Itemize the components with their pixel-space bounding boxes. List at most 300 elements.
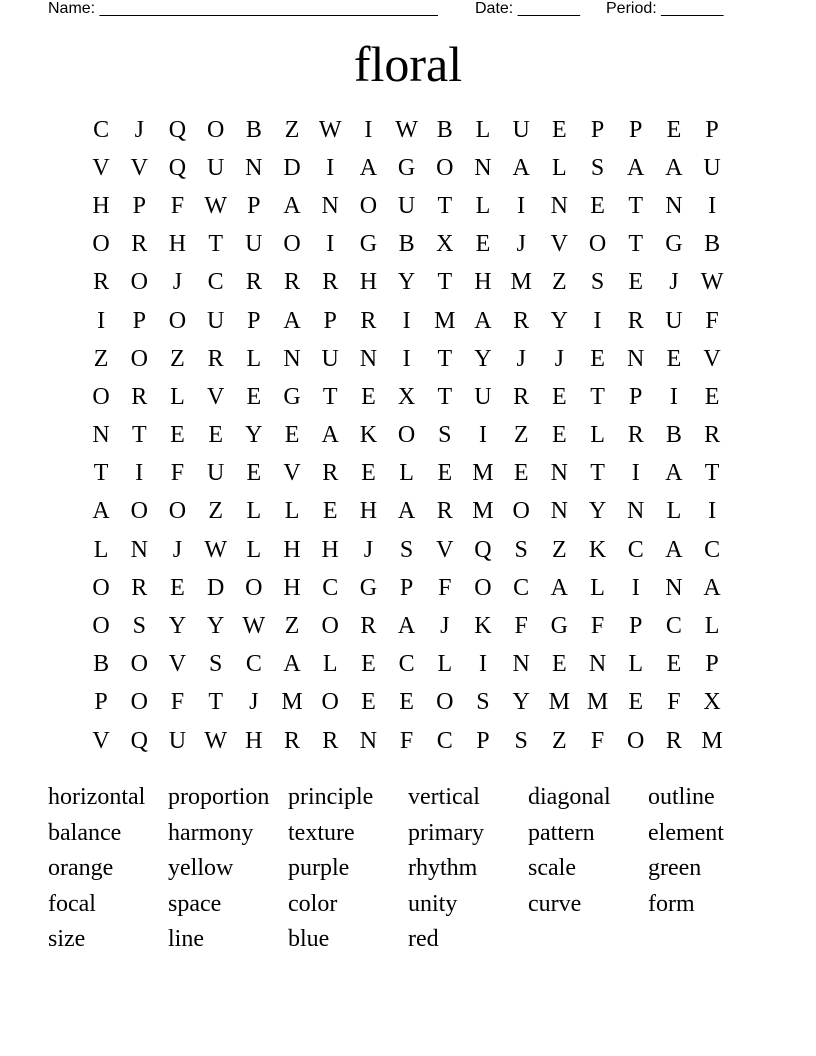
grid-letter: L xyxy=(437,651,453,678)
grid-letter: L xyxy=(322,651,338,678)
grid-letter: W xyxy=(204,727,227,754)
worksheet-header xyxy=(48,0,748,20)
grid-letter: T xyxy=(704,460,720,487)
grid-letter: A xyxy=(474,307,492,334)
grid-letter: M xyxy=(586,689,609,716)
grid-letter: U xyxy=(168,727,187,754)
grid-letter: H xyxy=(92,192,110,219)
grid-letter: E xyxy=(513,460,529,487)
grid-letter: J xyxy=(249,689,259,716)
grid-letter: L xyxy=(93,536,109,563)
grid-letter: O xyxy=(130,345,148,372)
grid-letter: R xyxy=(360,307,377,334)
grid-letter: M xyxy=(472,460,494,487)
grid-letter: T xyxy=(437,192,453,219)
grid-letter: C xyxy=(704,536,721,563)
grid-letter: E xyxy=(666,651,682,678)
grid-letter: E xyxy=(170,574,185,601)
period-field-label: Period: _______ xyxy=(606,0,724,17)
grid-letter: P xyxy=(132,192,146,219)
grid-letter: U xyxy=(206,154,225,181)
grid-letter: O xyxy=(321,689,339,716)
grid-letter: O xyxy=(359,192,378,219)
grid-letter: O xyxy=(130,689,148,716)
grid-letter: L xyxy=(246,345,262,372)
word-list-item: blue xyxy=(288,926,330,953)
grid-letter: E xyxy=(552,422,567,449)
grid-letter: O xyxy=(627,727,645,754)
grid-letter: T xyxy=(208,231,223,258)
grid-letter: X xyxy=(436,231,454,258)
grid-letter: A xyxy=(550,574,569,601)
grid-letter: O xyxy=(92,574,110,601)
word-list-item: form xyxy=(648,890,695,917)
grid-letter: G xyxy=(359,231,378,258)
grid-letter: E xyxy=(437,460,453,487)
grid-letter: E xyxy=(284,422,300,449)
grid-letter: Z xyxy=(513,422,529,449)
grid-letter: R xyxy=(436,498,453,525)
grid-letter: L xyxy=(475,192,491,219)
grid-letter: I xyxy=(593,307,602,334)
grid-letter: E xyxy=(399,689,414,716)
grid-letter: L xyxy=(284,498,300,525)
grid-letter: K xyxy=(474,613,492,640)
grid-letter: W xyxy=(242,613,266,640)
grid-letter: R xyxy=(513,383,530,410)
grid-letter: B xyxy=(436,116,453,143)
grid-letter: E xyxy=(590,192,605,219)
word-list-item: primary xyxy=(408,819,484,846)
grid-letter: R xyxy=(284,727,301,754)
grid-letter: H xyxy=(168,231,187,258)
grid-letter: U xyxy=(512,116,530,143)
grid-letter: F xyxy=(170,192,185,219)
grid-letter: L xyxy=(246,536,262,563)
grid-letter: O xyxy=(321,613,339,640)
grid-letter: M xyxy=(510,269,532,296)
grid-letter: O xyxy=(397,422,416,449)
grid-letter: O xyxy=(588,231,607,258)
grid-letter: M xyxy=(472,498,494,525)
grid-letter: T xyxy=(628,192,644,219)
grid-letter: E xyxy=(361,383,376,410)
grid-letter: O xyxy=(130,498,148,525)
grid-letter: O xyxy=(130,651,148,678)
grid-letter: Q xyxy=(168,154,187,181)
word-list-item: texture xyxy=(288,819,355,846)
grid-letter: H xyxy=(359,498,378,525)
grid-letter: A xyxy=(665,536,683,563)
grid-letter: R xyxy=(131,574,148,601)
word-list-item: harmony xyxy=(168,819,254,846)
grid-letter: H xyxy=(359,269,378,296)
grid-letter: R xyxy=(131,231,148,258)
grid-letter: B xyxy=(93,651,110,678)
grid-letter: C xyxy=(93,116,110,143)
grid-letter: I xyxy=(631,460,640,487)
grid-letter: H xyxy=(474,269,492,296)
grid-letter: T xyxy=(208,689,223,716)
grid-letter: T xyxy=(437,269,453,296)
grid-letter: Y xyxy=(245,422,263,449)
grid-letter: Y xyxy=(588,498,607,525)
grid-letter: O xyxy=(474,574,492,601)
grid-letter: C xyxy=(322,574,339,601)
word-list-item: proportion xyxy=(168,784,270,810)
grid-letter: L xyxy=(704,613,720,640)
date-field-label: Date: _______ xyxy=(475,0,580,17)
grid-letter: Q xyxy=(168,116,187,143)
grid-letter: R xyxy=(513,307,530,334)
grid-letter: N xyxy=(665,574,683,601)
grid-letter: F xyxy=(170,460,185,487)
word-list-item: yellow xyxy=(168,855,234,882)
grid-letter: C xyxy=(207,269,224,296)
grid-letter: A xyxy=(397,613,416,640)
grid-letter: L xyxy=(399,460,414,487)
grid-letter: N xyxy=(92,422,110,449)
grid-letter: K xyxy=(588,536,607,563)
grid-letter: T xyxy=(93,460,109,487)
grid-letter: E xyxy=(666,345,682,372)
grid-letter: C xyxy=(513,574,530,601)
grid-letter: B xyxy=(245,116,262,143)
grid-letter: S xyxy=(208,651,223,678)
grid-letter: A xyxy=(665,154,683,181)
grid-letter: J xyxy=(516,345,526,372)
grid-letter: D xyxy=(283,154,301,181)
grid-letter: E xyxy=(628,269,644,296)
grid-letter: T xyxy=(437,345,453,372)
word-list-item: horizontal xyxy=(48,784,146,810)
grid-letter: P xyxy=(590,116,605,143)
word-list-item: element xyxy=(648,819,724,846)
grid-letter: R xyxy=(627,307,644,334)
word-list-item: vertical xyxy=(408,784,480,810)
grid-letter: Z xyxy=(208,498,223,525)
grid-letter: P xyxy=(94,689,108,716)
grid-letter: O xyxy=(206,116,225,143)
letter-grid xyxy=(82,111,734,760)
grid-letter: N xyxy=(627,345,645,372)
grid-letter: C xyxy=(665,613,682,640)
grid-letter: R xyxy=(245,269,262,296)
word-list xyxy=(48,780,768,958)
grid-letter: C xyxy=(436,727,453,754)
grid-letter: E xyxy=(552,116,567,143)
grid-letter: R xyxy=(131,383,148,410)
grid-letter: I xyxy=(669,383,678,410)
grid-letter: Z xyxy=(284,613,300,640)
grid-letter: U xyxy=(397,192,416,219)
grid-letter: A xyxy=(397,498,416,525)
grid-letter: G xyxy=(665,231,683,258)
grid-letter: I xyxy=(402,307,411,334)
grid-letter: N xyxy=(512,651,530,678)
name-field-label: Name: ______________________________________ xyxy=(48,0,438,17)
grid-letter: J xyxy=(134,116,144,143)
grid-letter: J xyxy=(669,269,679,296)
grid-letter: Z xyxy=(170,345,185,372)
word-list-item: pattern xyxy=(528,819,595,846)
word-list-item: curve xyxy=(528,890,582,917)
grid-letter: U xyxy=(245,231,263,258)
grid-letter: X xyxy=(397,383,416,410)
grid-letter: Q xyxy=(130,727,148,754)
grid-letter: N xyxy=(321,192,339,219)
grid-letter: U xyxy=(321,345,339,372)
grid-letter: E xyxy=(590,345,605,372)
grid-letter: F xyxy=(399,727,414,754)
grid-letter: Z xyxy=(284,116,300,143)
word-list-item: line xyxy=(168,926,204,953)
grid-letter: S xyxy=(132,613,146,640)
grid-letter: N xyxy=(245,154,263,181)
grid-letter: R xyxy=(322,460,339,487)
word-list-item: outline xyxy=(648,784,715,810)
grid-letter: R xyxy=(93,269,110,296)
grid-letter: R xyxy=(360,613,377,640)
grid-letter: U xyxy=(206,460,225,487)
grid-letter: E xyxy=(361,651,376,678)
grid-letter: S xyxy=(476,689,490,716)
grid-letter: Y xyxy=(206,613,225,640)
grid-letter: Q xyxy=(474,536,492,563)
grid-letter: N xyxy=(627,498,645,525)
word-list-item: purple xyxy=(288,855,350,882)
grid-letter: V xyxy=(168,651,187,678)
grid-letter: A xyxy=(665,460,683,487)
grid-letter: E xyxy=(246,460,262,487)
grid-letter: X xyxy=(703,689,721,716)
grid-letter: Z xyxy=(552,269,567,296)
grid-letter: H xyxy=(245,727,263,754)
grid-letter: I xyxy=(135,460,144,487)
grid-letter: R xyxy=(322,727,339,754)
grid-letter: U xyxy=(206,307,225,334)
grid-letter: M xyxy=(434,307,456,334)
grid-letter: M xyxy=(701,727,723,754)
grid-letter: S xyxy=(514,536,528,563)
word-list-item: balance xyxy=(48,819,122,846)
word-list-item: size xyxy=(48,926,86,953)
grid-letter: I xyxy=(478,651,487,678)
word-list-item: scale xyxy=(528,855,576,882)
grid-letter: E xyxy=(475,231,491,258)
grid-letter: E xyxy=(170,422,185,449)
grid-letter: A xyxy=(92,498,110,525)
grid-letter: O xyxy=(92,231,110,258)
grid-letter: L xyxy=(590,574,605,601)
grid-letter: Z xyxy=(93,345,109,372)
grid-letter: O xyxy=(92,613,110,640)
grid-letter: H xyxy=(321,536,339,563)
grid-letter: Y xyxy=(512,689,530,716)
grid-letter: N xyxy=(130,536,148,563)
grid-letter: E xyxy=(666,116,682,143)
grid-letter: R xyxy=(627,422,644,449)
grid-letter: S xyxy=(514,727,528,754)
grid-letter: Z xyxy=(552,536,567,563)
grid-letter: I xyxy=(326,154,335,181)
word-list-item: green xyxy=(648,855,702,882)
grid-letter: E xyxy=(361,689,376,716)
grid-letter: F xyxy=(514,613,528,640)
grid-letter: I xyxy=(364,116,373,143)
grid-letter: V xyxy=(206,383,225,410)
word-list-item: focal xyxy=(48,890,96,917)
grid-letter: I xyxy=(631,574,640,601)
grid-letter: I xyxy=(708,498,717,525)
grid-letter: M xyxy=(281,689,303,716)
grid-letter: A xyxy=(359,154,378,181)
grid-letter: L xyxy=(590,422,605,449)
grid-letter: O xyxy=(436,154,454,181)
grid-letter: O xyxy=(92,383,110,410)
grid-letter: W xyxy=(204,192,227,219)
grid-letter: I xyxy=(402,345,411,372)
grid-letter: E xyxy=(628,689,644,716)
grid-letter: E xyxy=(322,498,338,525)
grid-letter: Z xyxy=(552,727,567,754)
grid-letter: M xyxy=(548,689,571,716)
grid-letter: N xyxy=(359,345,378,372)
grid-letter: P xyxy=(132,307,146,334)
grid-letter: T xyxy=(322,383,338,410)
grid-letter: U xyxy=(703,154,721,181)
grid-letter: J xyxy=(516,231,526,258)
grid-letter: P xyxy=(399,574,414,601)
grid-letter: A xyxy=(627,154,645,181)
grid-letter: R xyxy=(284,269,301,296)
grid-letter: F xyxy=(170,689,185,716)
grid-letter: R xyxy=(665,727,682,754)
grid-letter: I xyxy=(708,192,717,219)
grid-letter: I xyxy=(478,422,487,449)
grid-letter: O xyxy=(436,689,454,716)
grid-letter: O xyxy=(168,307,187,334)
word-list-item: unity xyxy=(408,890,458,917)
grid-letter: W xyxy=(700,269,724,296)
grid-letter: U xyxy=(665,307,683,334)
grid-letter: U xyxy=(474,383,492,410)
grid-letter: N xyxy=(588,651,607,678)
grid-letter: G xyxy=(550,613,569,640)
grid-letter: N xyxy=(665,192,683,219)
grid-letter: P xyxy=(247,307,261,334)
grid-letter: R xyxy=(704,422,721,449)
grid-letter: Y xyxy=(397,269,416,296)
grid-letter: W xyxy=(204,536,227,563)
grid-letter: C xyxy=(627,536,644,563)
grid-letter: O xyxy=(245,574,263,601)
grid-letter: D xyxy=(206,574,225,601)
word-list-item: orange xyxy=(48,855,114,882)
grid-letter: F xyxy=(667,689,681,716)
grid-letter: T xyxy=(628,231,644,258)
grid-letter: R xyxy=(322,269,339,296)
grid-letter: L xyxy=(170,383,185,410)
grid-letter: F xyxy=(590,727,605,754)
grid-letter: F xyxy=(705,307,719,334)
grid-letter: I xyxy=(326,231,335,258)
grid-letter: T xyxy=(590,460,605,487)
grid-letter: L xyxy=(552,154,567,181)
grid-letter: N xyxy=(550,192,569,219)
grid-letter: O xyxy=(130,269,148,296)
grid-letter: V xyxy=(436,536,454,563)
word-list-item: color xyxy=(288,890,338,917)
grid-letter: L xyxy=(628,651,644,678)
grid-letter: V xyxy=(92,154,110,181)
grid-letter: P xyxy=(323,307,337,334)
grid-letter: Y xyxy=(168,613,187,640)
grid-letter: V xyxy=(550,231,569,258)
grid-letter: H xyxy=(283,574,301,601)
grid-letter: V xyxy=(283,460,301,487)
grid-letter: S xyxy=(590,154,605,181)
grid-letter: P xyxy=(629,116,643,143)
grid-letter: E xyxy=(552,651,567,678)
word-list-item: red xyxy=(408,926,439,953)
grid-letter: G xyxy=(283,383,301,410)
grid-letter: N xyxy=(283,345,301,372)
grid-letter: Y xyxy=(550,307,569,334)
grid-letter: S xyxy=(399,536,414,563)
grid-letter: L xyxy=(246,498,262,525)
grid-letter: E xyxy=(704,383,720,410)
grid-letter: L xyxy=(666,498,682,525)
grid-letter: C xyxy=(398,651,415,678)
grid-letter: J xyxy=(363,536,374,563)
grid-letter: J xyxy=(172,269,183,296)
grid-letter: A xyxy=(283,192,301,219)
grid-letter: O xyxy=(512,498,530,525)
grid-letter: E xyxy=(361,460,376,487)
grid-letter: E xyxy=(552,383,567,410)
grid-letter: N xyxy=(474,154,492,181)
grid-letter: K xyxy=(359,422,378,449)
grid-letter: V xyxy=(703,345,721,372)
grid-letter: P xyxy=(629,383,643,410)
grid-letter: H xyxy=(283,536,301,563)
grid-letter: A xyxy=(512,154,530,181)
grid-letter: I xyxy=(517,192,526,219)
grid-letter: O xyxy=(283,231,301,258)
grid-letter: P xyxy=(247,192,261,219)
word-list-item: space xyxy=(168,890,222,917)
grid-letter: F xyxy=(590,613,605,640)
grid-letter: J xyxy=(172,536,183,563)
grid-letter: R xyxy=(207,345,224,372)
grid-letter: A xyxy=(283,651,301,678)
word-list-item: diagonal xyxy=(528,784,611,810)
grid-letter: A xyxy=(321,422,339,449)
grid-letter: T xyxy=(131,422,147,449)
grid-letter: L xyxy=(475,116,491,143)
puzzle-title: floral xyxy=(353,36,463,92)
grid-letter: J xyxy=(440,613,450,640)
grid-letter: S xyxy=(438,422,452,449)
grid-letter: V xyxy=(92,727,110,754)
grid-letter: O xyxy=(168,498,187,525)
grid-letter: G xyxy=(397,154,416,181)
grid-letter: G xyxy=(359,574,378,601)
grid-letter: E xyxy=(246,383,262,410)
grid-letter: S xyxy=(590,269,605,296)
grid-letter: T xyxy=(590,383,605,410)
